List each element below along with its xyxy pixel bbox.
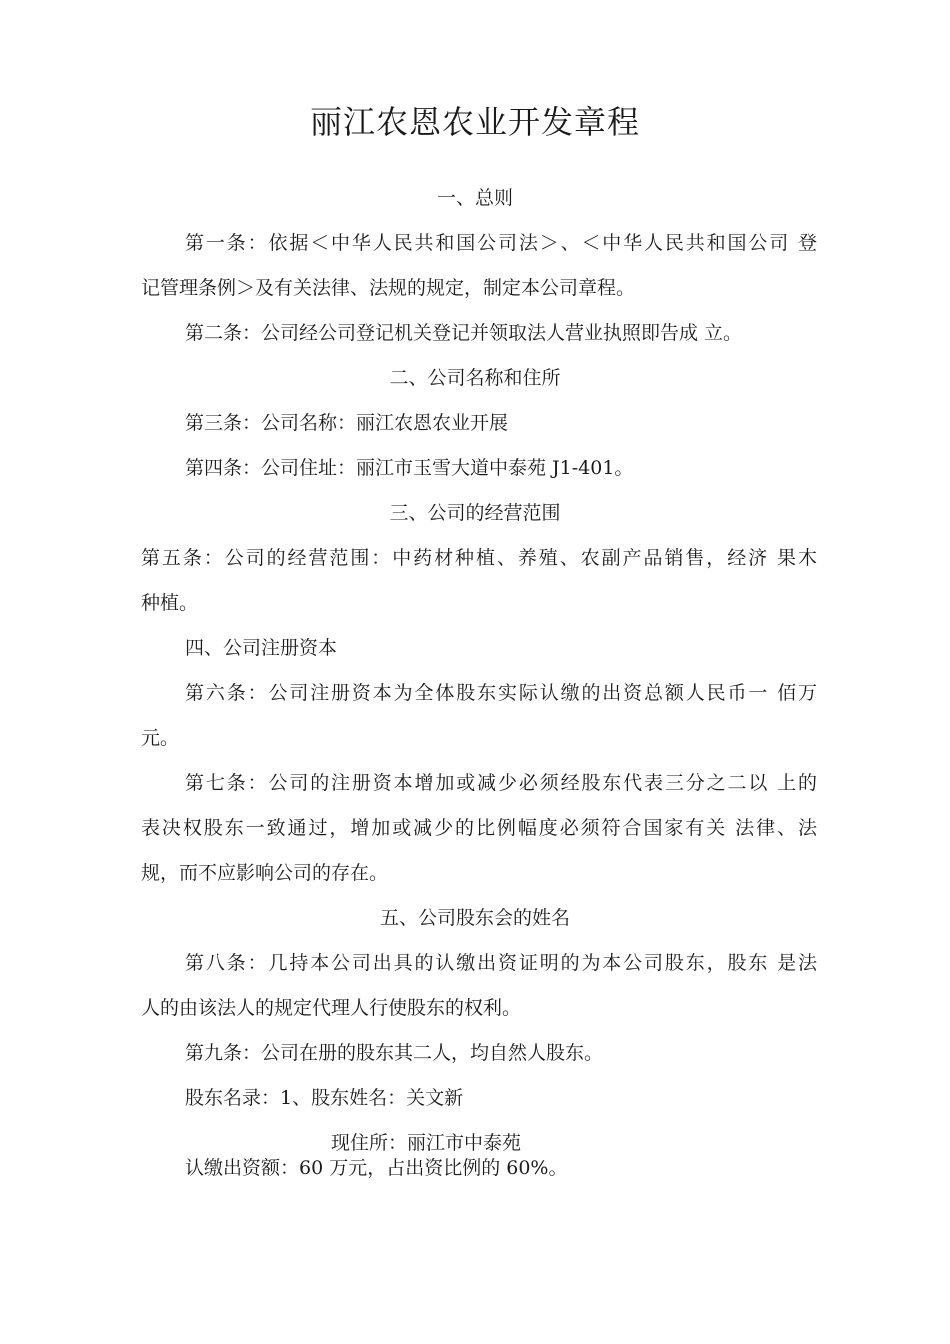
- article-4: 第四条：公司住址：丽江市玉雪大道中泰苑 J1-401。: [185, 457, 634, 479]
- shareholder-address: 现住所：丽江市中泰苑: [331, 1132, 522, 1154]
- article-3: 第三条：公司名称：丽江农恩农业开展: [185, 412, 509, 434]
- shareholder-contribution: 认缴出资额：60 万元，占出资比例的 60%。: [185, 1157, 568, 1179]
- article-7-line-2: 表决权股东一致通过，增加或减少的比例幅度必须符合国家有关 法律、法: [141, 817, 817, 839]
- article-6-line-1: 第六条：公司注册资本为全体股东实际认缴的出资总额人民币一 佰万: [185, 682, 817, 704]
- section-heading-registered-capital: 四、公司注册资本: [185, 637, 338, 659]
- article-6-line-2: 元。: [141, 727, 180, 749]
- article-8-line-2: 人的由该法人的规定代理人行使股东的权利。: [141, 997, 522, 1019]
- section-heading-business-scope: 三、公司的经营范围: [389, 502, 561, 524]
- article-1-line-2: 记管理条例＞及有关法律、法规的规定，制定本公司章程。: [141, 277, 636, 299]
- article-8-line-1: 第八条：几持本公司出具的认缴出资证明的为本公司股东，股东 是法: [185, 952, 817, 974]
- section-heading-shareholders: 五、公司股东会的姓名: [379, 907, 570, 929]
- article-7-line-1: 第七条：公司的注册资本增加或减少必须经股东代表三分之二以 上的: [185, 772, 817, 794]
- section-heading-general: 一、总则: [436, 187, 513, 209]
- document-title: 丽江农恩农业开发章程: [309, 103, 640, 141]
- shareholder-list: 股东名录：1、股东姓名：关文新: [185, 1087, 464, 1109]
- article-1-line-1: 第一条：依据＜中华人民共和国公司法＞、＜中华人民共和国公司 登: [185, 232, 817, 254]
- article-2: 第二条：公司经公司登记机关登记并领取法人营业执照即告成 立。: [185, 322, 743, 344]
- article-7-line-3: 规，而不应影响公司的存在。: [141, 862, 389, 884]
- section-heading-name-address: 二、公司名称和住所: [389, 367, 561, 389]
- article-9: 第九条：公司在册的股东其二人，均自然人股东。: [185, 1042, 604, 1064]
- article-5-line-2: 种植。: [141, 592, 199, 614]
- article-5-line-1: 第五条：公司的经营范围：中药材种植、养殖、农副产品销售，经济 果木: [141, 547, 817, 569]
